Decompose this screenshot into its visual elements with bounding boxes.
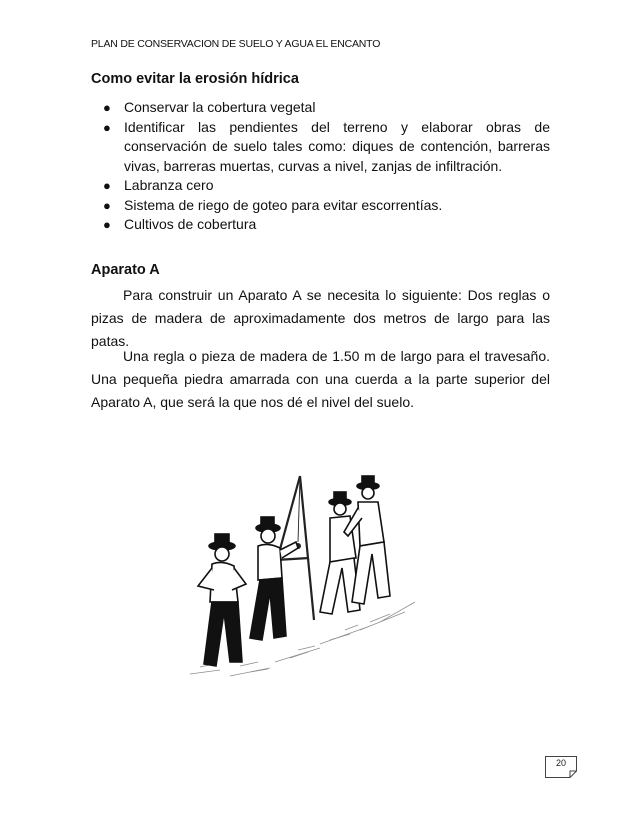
list-item [91, 118, 550, 177]
list-item-text: Sistema de riego de goteo para evitar escorrentías. [124, 196, 443, 213]
list-item-text: Identificar las pendientes del terreno y elaborar obras de conservación de suelo tales como: diques de contención, barreras vivas, barreras muertas, curvas a nivel, zanjas de infiltración. [124, 118, 550, 174]
section-title-erosion: Como evitar la erosión hídrica [91, 71, 299, 87]
list-item [91, 215, 550, 235]
list-item [91, 176, 550, 196]
bullet-icon: ● [103, 100, 111, 115]
page-number-box [545, 756, 577, 778]
list-item-text: Conservar la cobertura vegetal [124, 99, 316, 115]
erosion-bullet-list [91, 98, 550, 235]
list-item [91, 196, 550, 216]
list-item [91, 98, 550, 118]
bullet-icon: ● [103, 178, 111, 193]
document-header: PLAN DE CONSERVACION DE SUELO Y AGUA EL ENCANTO [91, 38, 381, 50]
list-item-text: Cultivos de cobertura [124, 216, 257, 232]
paragraph-aparato-legs: Para construir un Aparato A se necesita lo siguiente: Dos reglas o pizas de madera de aproximadamente dos metros de largo para las patas. [91, 287, 550, 349]
bullet-icon: ● [103, 119, 111, 135]
section-title-aparato-a: Aparato A [91, 262, 160, 278]
bullet-icon: ● [103, 197, 111, 213]
a-frame-level-workers-illustration [180, 462, 420, 682]
page-number: 20 [555, 758, 566, 768]
paragraph-aparato-crossbar: Una regla o pieza de madera de 1.50 m de largo para el travesaño. Una pequeña piedra amarrada con una cuerda a la parte superior del Aparato A, que será la que nos dé el nivel del suelo. [91, 348, 550, 410]
bullet-icon: ● [103, 217, 111, 232]
list-item-text: Labranza cero [124, 177, 214, 193]
